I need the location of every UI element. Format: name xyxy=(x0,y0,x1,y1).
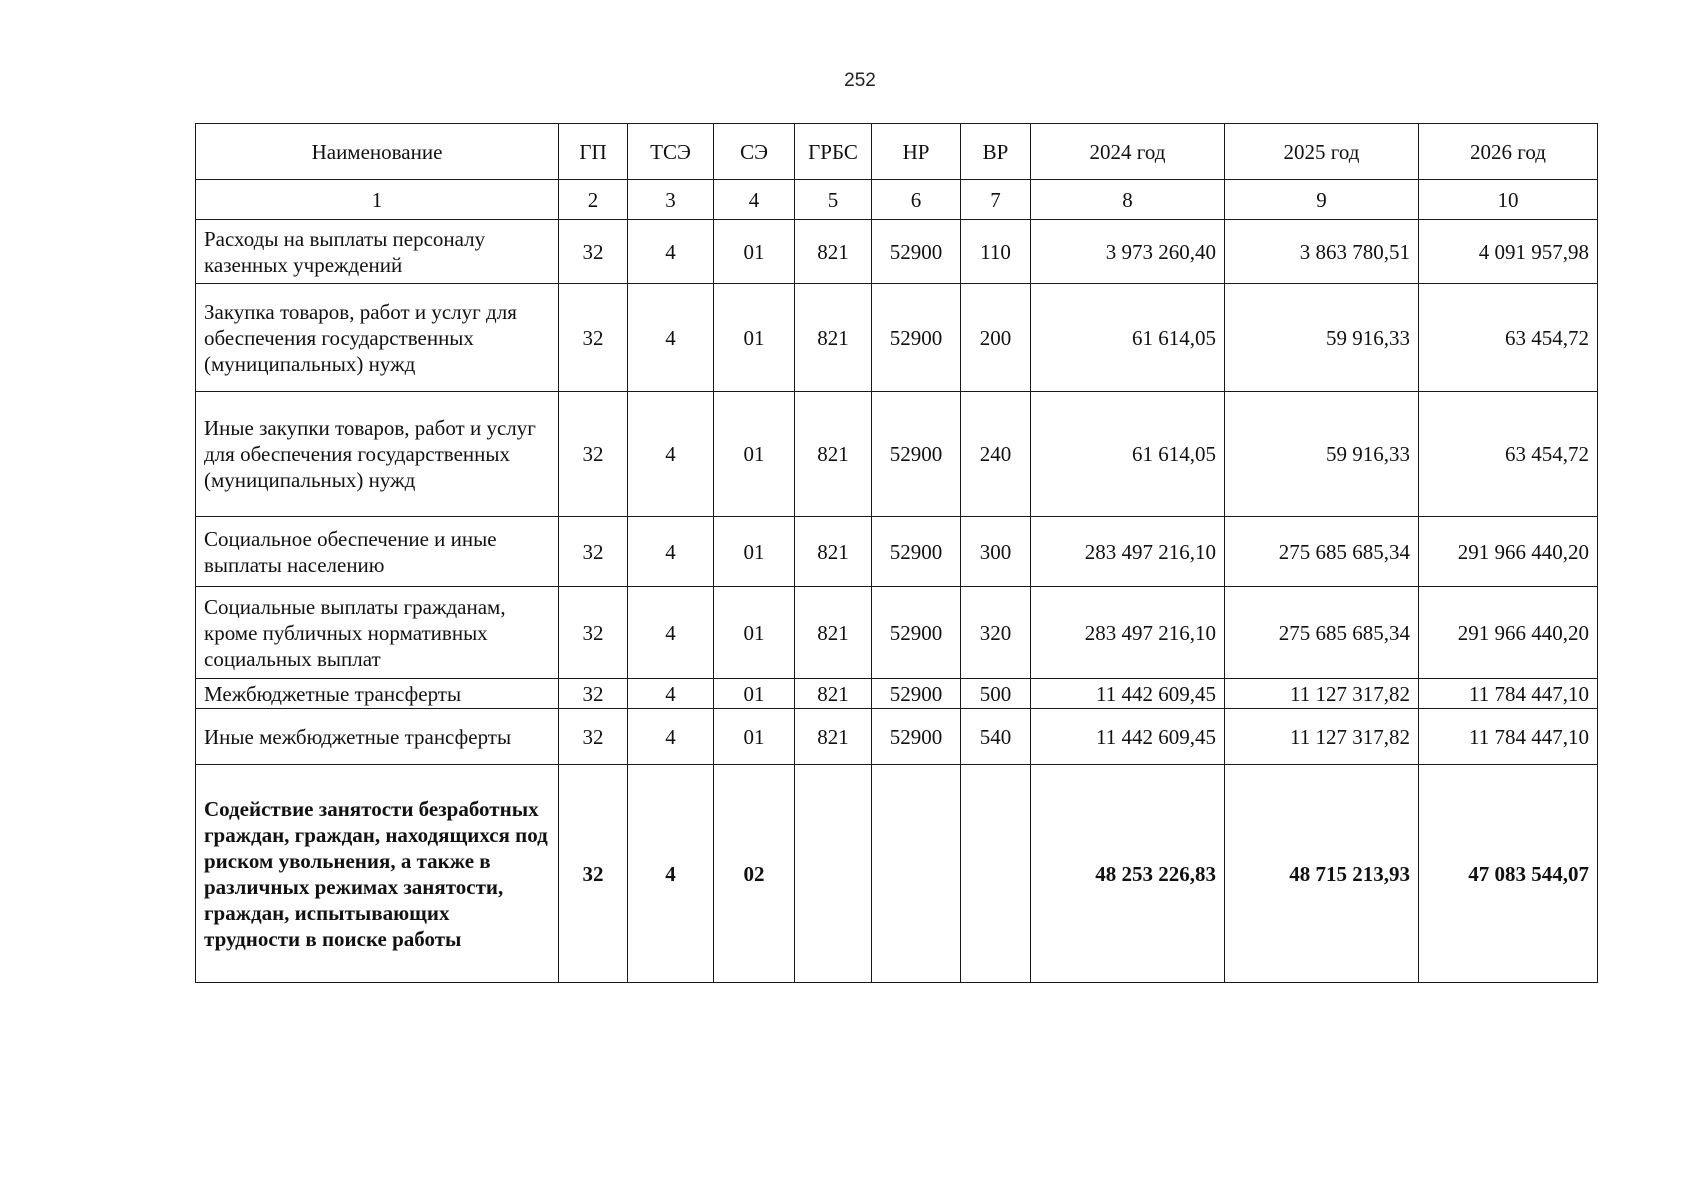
cell-vr xyxy=(961,765,1031,983)
cell-se: 02 xyxy=(714,765,795,983)
cell-nr: 52900 xyxy=(872,284,961,392)
cell-tse: 4 xyxy=(628,587,714,679)
cell-grbs: 821 xyxy=(795,220,872,284)
header-row xyxy=(196,124,1598,180)
row-name: Социальное обеспечение и иные выплаты населению xyxy=(196,517,559,587)
cell-2024: 283 497 216,10 xyxy=(1031,517,1225,587)
cell-2025: 275 685 685,34 xyxy=(1225,587,1419,679)
cell-2024: 61 614,05 xyxy=(1031,284,1225,392)
column-number: 7 xyxy=(961,180,1031,220)
table-row xyxy=(196,517,1598,587)
cell-gp: 32 xyxy=(559,765,628,983)
cell-2026: 63 454,72 xyxy=(1419,284,1598,392)
cell-2024: 283 497 216,10 xyxy=(1031,587,1225,679)
column-number: 9 xyxy=(1225,180,1419,220)
cell-se: 01 xyxy=(714,392,795,517)
column-number: 10 xyxy=(1419,180,1598,220)
cell-grbs: 821 xyxy=(795,284,872,392)
cell-2025: 275 685 685,34 xyxy=(1225,517,1419,587)
table-row xyxy=(196,709,1598,765)
table-row xyxy=(196,765,1598,983)
table-row xyxy=(196,587,1598,679)
row-name: Закупка товаров, работ и услуг для обеспечения государственных (муниципальных) нужд xyxy=(196,284,559,392)
cell-2026: 291 966 440,20 xyxy=(1419,517,1598,587)
cell-2025: 3 863 780,51 xyxy=(1225,220,1419,284)
header-name: Наименование xyxy=(196,124,559,180)
header-2025: 2025 год xyxy=(1225,124,1419,180)
cell-2026: 291 966 440,20 xyxy=(1419,587,1598,679)
cell-tse: 4 xyxy=(628,679,714,709)
cell-se: 01 xyxy=(714,284,795,392)
header-tse: ТСЭ xyxy=(628,124,714,180)
cell-gp: 32 xyxy=(559,220,628,284)
cell-2025: 48 715 213,93 xyxy=(1225,765,1419,983)
cell-2026: 63 454,72 xyxy=(1419,392,1598,517)
column-number: 3 xyxy=(628,180,714,220)
cell-nr: 52900 xyxy=(872,517,961,587)
cell-nr: 52900 xyxy=(872,392,961,517)
cell-tse: 4 xyxy=(628,517,714,587)
cell-se: 01 xyxy=(714,679,795,709)
cell-grbs: 821 xyxy=(795,679,872,709)
row-name: Содействие занятости безработных граждан, граждан, находящихся под риском увольнения, а также в различных режимах занятости, граждан, испытывающих трудности в поиске работы xyxy=(196,765,559,983)
cell-tse: 4 xyxy=(628,392,714,517)
cell-2025: 59 916,33 xyxy=(1225,284,1419,392)
cell-grbs: 821 xyxy=(795,709,872,765)
cell-2025: 11 127 317,82 xyxy=(1225,679,1419,709)
cell-2024: 48 253 226,83 xyxy=(1031,765,1225,983)
cell-nr: 52900 xyxy=(872,679,961,709)
cell-grbs: 821 xyxy=(795,392,872,517)
column-number: 8 xyxy=(1031,180,1225,220)
cell-2026: 11 784 447,10 xyxy=(1419,709,1598,765)
cell-se: 01 xyxy=(714,517,795,587)
page-number: 252 xyxy=(844,70,876,91)
cell-vr: 300 xyxy=(961,517,1031,587)
table-row xyxy=(196,392,1598,517)
row-name: Иные межбюджетные трансферты xyxy=(196,709,559,765)
cell-gp: 32 xyxy=(559,587,628,679)
cell-vr: 240 xyxy=(961,392,1031,517)
cell-vr: 110 xyxy=(961,220,1031,284)
header-se: СЭ xyxy=(714,124,795,180)
column-number: 5 xyxy=(795,180,872,220)
budget-table xyxy=(195,123,1598,983)
header-2026: 2026 год xyxy=(1419,124,1598,180)
cell-gp: 32 xyxy=(559,392,628,517)
cell-se: 01 xyxy=(714,709,795,765)
column-number: 4 xyxy=(714,180,795,220)
cell-se: 01 xyxy=(714,587,795,679)
cell-tse: 4 xyxy=(628,284,714,392)
column-number: 1 xyxy=(196,180,559,220)
row-name: Расходы на выплаты персоналу казенных учреждений xyxy=(196,220,559,284)
cell-grbs xyxy=(795,765,872,983)
cell-2024: 11 442 609,45 xyxy=(1031,709,1225,765)
header-gp: ГП xyxy=(559,124,628,180)
column-number: 6 xyxy=(872,180,961,220)
cell-2026: 47 083 544,07 xyxy=(1419,765,1598,983)
cell-vr: 200 xyxy=(961,284,1031,392)
table-row xyxy=(196,679,1598,709)
cell-tse: 4 xyxy=(628,220,714,284)
cell-grbs: 821 xyxy=(795,587,872,679)
cell-2024: 11 442 609,45 xyxy=(1031,679,1225,709)
cell-vr: 500 xyxy=(961,679,1031,709)
row-name: Социальные выплаты гражданам, кроме публичных нормативных социальных выплат xyxy=(196,587,559,679)
table-row xyxy=(196,220,1598,284)
cell-2026: 11 784 447,10 xyxy=(1419,679,1598,709)
cell-2024: 3 973 260,40 xyxy=(1031,220,1225,284)
cell-2024: 61 614,05 xyxy=(1031,392,1225,517)
header-grbs: ГРБС xyxy=(795,124,872,180)
cell-nr xyxy=(872,765,961,983)
cell-2025: 59 916,33 xyxy=(1225,392,1419,517)
row-name: Иные закупки товаров, работ и услуг для обеспечения государственных (муниципальных) нужд xyxy=(196,392,559,517)
cell-vr: 320 xyxy=(961,587,1031,679)
cell-gp: 32 xyxy=(559,284,628,392)
cell-nr: 52900 xyxy=(872,587,961,679)
cell-grbs: 821 xyxy=(795,517,872,587)
row-name: Межбюджетные трансферты xyxy=(196,679,559,709)
cell-2025: 11 127 317,82 xyxy=(1225,709,1419,765)
column-number-row xyxy=(196,180,1598,220)
header-nr: НР xyxy=(872,124,961,180)
header-vr: ВР xyxy=(961,124,1031,180)
cell-tse: 4 xyxy=(628,709,714,765)
cell-2026: 4 091 957,98 xyxy=(1419,220,1598,284)
header-2024: 2024 год xyxy=(1031,124,1225,180)
cell-nr: 52900 xyxy=(872,709,961,765)
cell-gp: 32 xyxy=(559,517,628,587)
table-row xyxy=(196,284,1598,392)
cell-nr: 52900 xyxy=(872,220,961,284)
column-number: 2 xyxy=(559,180,628,220)
cell-tse: 4 xyxy=(628,765,714,983)
cell-vr: 540 xyxy=(961,709,1031,765)
cell-gp: 32 xyxy=(559,709,628,765)
cell-gp: 32 xyxy=(559,679,628,709)
cell-se: 01 xyxy=(714,220,795,284)
